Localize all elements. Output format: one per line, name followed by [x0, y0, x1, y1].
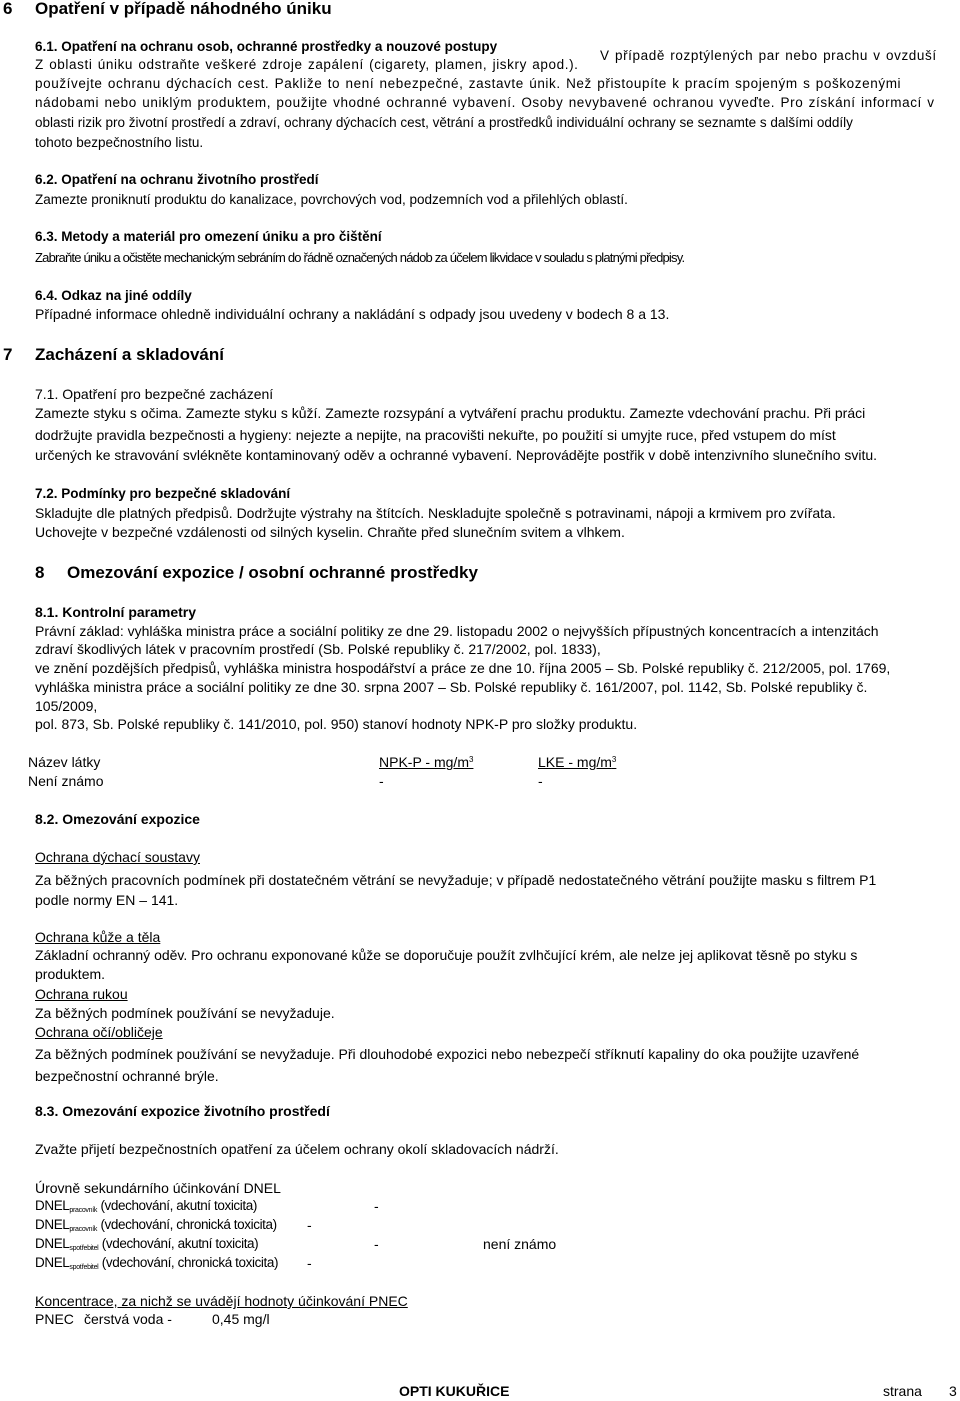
section-8-title: Omezování expozice / osobní ochranné prostředky — [67, 563, 478, 582]
s6-4-text: Případné informace ohledně individuální ochrany a nakládání s odpady jsou uvedeny v bodech 8 a 13. — [35, 306, 670, 322]
dnel-row-3: $DNEL_{spotřebitel}$ (vdechování, akutní toxicita) — [35, 1236, 259, 1252]
pnec-medium: čerstvá voda - — [84, 1311, 172, 1327]
subsection-6-4-title: 6.4. Odkaz na jiné oddíly — [35, 288, 192, 303]
dnel-row-3-value: - — [374, 1236, 379, 1252]
s8-1-line-2: zdraví škodlivých látek v pracovním prostředí (Sb. Polské republiky č. 217/2002, pol. 1833), — [35, 641, 601, 657]
s7-1-line-2: dodržujte pravidla bezpečnosti a hygieny: nejezte a nepijte, na pracovišti nekuřte, po použití si umyjte ruce, před vstupem do míst — [35, 427, 836, 443]
respiratory-heading: Ochrana dýchací soustavy — [35, 849, 200, 865]
subsection-8-1-title: 8.1. Kontrolní parametry — [35, 604, 197, 620]
footer-product-name: OPTI KUKUŘICE — [399, 1383, 510, 1399]
subsection-7-2-title: 7.2. Podmínky pro bezpečné skladování — [35, 486, 291, 501]
table-cell-lke: - — [538, 773, 543, 789]
s8-1-line-3: ve znění pozdějších předpisů, vyhláška ministra hospodářství a práce ze dne 10. října 2005 – Sb. Polské republiky č. 212/2005, pol. 1769, — [35, 660, 891, 676]
subsection-8-3-title: 8.3. Omezování expozice životního prostředí — [35, 1103, 330, 1119]
dnel-row-2: $DNEL_{pracovník}$ (vdechování, chronická toxicita) — [35, 1217, 277, 1233]
hand-heading: Ochrana rukou — [35, 986, 128, 1002]
respiratory-line-2: podle normy EN – 141. — [35, 892, 179, 908]
s8-1-line-6: pol. 873, Sb. Polské republiky č. 141/2010, pol. 950) stanoví hodnoty NPK-P pro složky produktu. — [35, 716, 638, 732]
s6-1-line-2: používejte ochranu dýchacích cest. Pakliže to není nebezpečné, zastavte únik. Než přistoupíte k pracím spojeným s poškozenými — [35, 76, 902, 91]
dnel-heading: Úrovně sekundárního účinkování DNEL — [35, 1180, 281, 1196]
table-header-npkp: $NPK-P - mg/m^3$ — [379, 754, 474, 770]
subsection-6-1-title: 6.1. Opatření na ochranu osob, ochranné prostředky a nouzové postupy — [35, 39, 498, 54]
skin-line-1: Základní ochranný oděv. Pro ochranu exponované kůže se doporučuje použít zvlhčující krém, ale nelze jej aplikovat těsně po styku s — [35, 947, 858, 963]
pnec-value: 0,45 mg/l — [212, 1311, 270, 1327]
section-7-number: 7 — [3, 345, 13, 364]
dnel-row-2-value: - — [307, 1217, 312, 1233]
s6-1-line-1b: V případě rozptýlených par nebo prachu v ovzduší — [600, 48, 937, 63]
subsection-8-2-title: 8.2. Omezování expozice — [35, 811, 200, 827]
s6-3-text: Zabraňte úniku a očistěte mechanickým sebráním do řádně označených nádob za účelem likvidace v souladu s platnými předpisy. — [35, 250, 685, 265]
section-8-number: 8 — [35, 563, 45, 582]
s7-1-line-1: Zamezte styku s očima. Zamezte styku s kůží. Zamezte rozsypání a vytváření prachu produktu. Zamezte vdechování prachu. Při práci — [35, 405, 866, 421]
s8-1-line-5: 105/2009, — [35, 698, 98, 714]
s8-1-line-4: vyhláška ministra práce a sociální politiky ze dne 30. srpna 2007 – Sb. Polské republiky č. 161/2007, pol. 1142, Sb. Polské republiky č. — [35, 679, 868, 695]
dnel-row-1: $DNEL_{pracovník}$ (vdechování, akutní toxicita) — [35, 1198, 257, 1214]
s7-2-line-1: Skladujte dle platných předpisů. Dodržujte výstrahy na štítcích. Neskladujte společně s potravinami, nápoji a krmivem pro zvířata. — [35, 505, 836, 521]
dnel-row-1-value: - — [374, 1198, 379, 1214]
section-6-title: Opatření v případě náhodného úniku — [35, 0, 332, 18]
skin-heading: Ochrana kůže a těla — [35, 929, 161, 945]
table-header-substance: Název látky — [28, 754, 101, 770]
s7-1-line-3: určených ke stravování svlékněte kontaminovaný oděv a ochranné vybavení. Neprovádějte postřik v době intenzivního slunečního svitu. — [35, 447, 878, 463]
s8-1-line-1: Právní základ: vyhláška ministra práce a sociální politiky ze dne 29. listopadu 2002 o nejvyšších přípustných koncentracích a intenzitách — [35, 623, 879, 639]
respiratory-line-1: Za běžných pracovních podmínek při dostatečném větrání se nevyžaduje; v případě nedostatečného větrání použijte masku s filtrem P1 — [35, 872, 877, 888]
subsection-7-1-title: 7.1. Opatření pro bezpečné zacházení — [35, 386, 274, 402]
s6-1-line-1a: Z oblasti úniku odstraňte veškeré zdroje zapálení (cigarety, plamen, jiskry apod.). — [35, 57, 579, 72]
subsection-6-3-title: 6.3. Metody a materiál pro omezení úniku a pro čištění — [35, 229, 382, 244]
s7-2-line-2: Uchovejte v bezpečné vzdálenosti od silných kyselin. Chraňte před slunečním svitem a vlhkem. — [35, 524, 625, 540]
table-cell-npkp: - — [379, 773, 384, 789]
dnel-row-4: $DNEL_{spotřebitel}$ (vdechování, chronická toxicita) — [35, 1255, 279, 1271]
pnec-label: PNEC — [35, 1311, 74, 1327]
footer-page-number: 3 — [949, 1383, 957, 1399]
pnec-heading: Koncentrace, za nichž se uvádějí hodnoty účinkování PNEC — [35, 1293, 408, 1309]
dnel-row-3-extra: není známo — [483, 1236, 557, 1252]
s6-1-line-3: nádobami nebo uniklým produktem, použijte vhodné ochranné vybavení. Osoby nevybavené ochranou vyveďte. Pro získání informací v — [35, 95, 935, 110]
hand-text: Za běžných podmínek používání se nevyžaduje. — [35, 1005, 335, 1021]
eye-heading: Ochrana očí/obličeje — [35, 1024, 163, 1040]
eye-line-1: Za běžných podmínek používání se nevyžaduje. Při dlouhodobé expozici nebo nebezpečí stříknutí kapaliny do oka použijte uzavřené — [35, 1046, 860, 1062]
subsection-6-2-title: 6.2. Opatření na ochranu životního prostředí — [35, 172, 319, 187]
s6-2-text: Zamezte proniknutí produktu do kanalizace, povrchových vod, podzemních vod a přilehlých oblastí. — [35, 192, 628, 207]
section-7-title: Zacházení a skladování — [35, 345, 224, 364]
table-cell-substance: Není známo — [28, 773, 104, 789]
eye-line-2: bezpečnostní ochranné brýle. — [35, 1068, 219, 1084]
skin-line-2: produktem. — [35, 966, 106, 982]
table-header-lke: LKE - $mg/m^3$ — [538, 754, 617, 770]
section-6-number: 6 — [3, 0, 13, 18]
footer-page-label: strana — [883, 1383, 922, 1399]
s8-3-text: Zvažte přijetí bezpečnostních opatření za účelem ochrany okolí skladovacích nádrží. — [35, 1141, 559, 1157]
s6-1-line-4: oblasti rizik pro životní prostředí a zdraví, ochrany dýchacích cest, větrání a prostředků individuální ochrany se seznamte s dalšími oddíly — [35, 115, 853, 130]
dnel-row-4-value: - — [307, 1255, 312, 1271]
s6-1-line-5: tohoto bezpečnostního listu. — [35, 135, 204, 150]
